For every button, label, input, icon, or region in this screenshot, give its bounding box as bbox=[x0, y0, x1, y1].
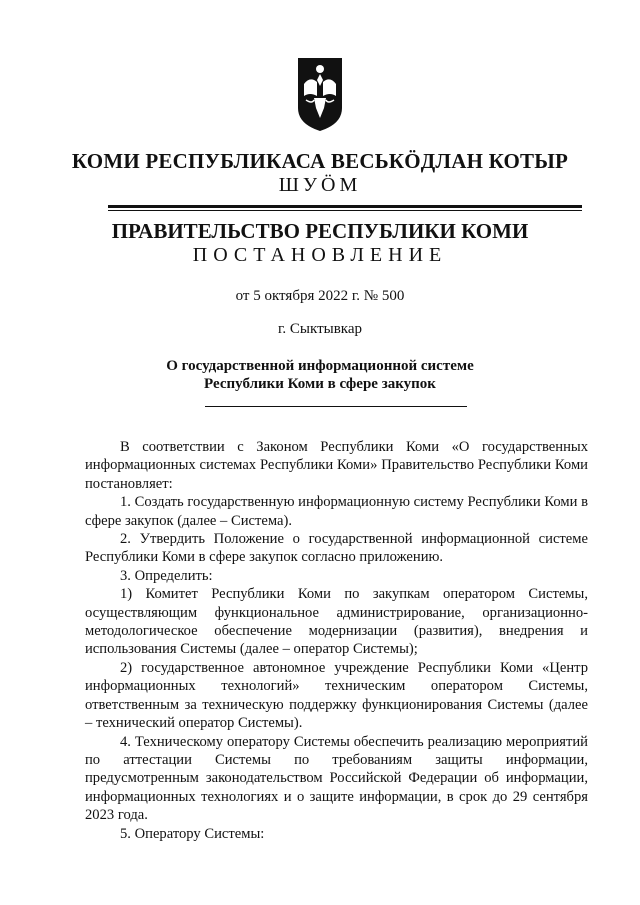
city: г. Сыктывкар bbox=[277, 321, 363, 337]
body-paragraph: 2. Утвердить Положение о государственной информационной системе Республики Коми в сфере закупок согласно приложению. bbox=[85, 531, 588, 566]
ru-doc-type: ПОСТАНОВЛЕНИЕ bbox=[192, 244, 448, 266]
body-paragraph: 1. Создать государственную информационную систему Республики Коми в сфере закупок (далее – Система). bbox=[85, 494, 588, 529]
body-paragraph: 2) государственное автономное учреждение Республики Коми «Центр информационных технологий» техническим оператором Системы, ответственным за техническую поддержку функционирования Системы (далее – технический оператор Системы). bbox=[85, 659, 588, 732]
ru-header-title: ПРАВИТЕЛЬСТВО РЕСПУБЛИКИ КОМИ bbox=[111, 219, 529, 243]
body-paragraph: 3. Определить: bbox=[120, 567, 213, 584]
header-rule-thick bbox=[108, 205, 582, 208]
document-body bbox=[85, 438, 588, 843]
body-paragraph: 1) Комитет Республики Коми по закупкам оператором Системы, осуществляющим функциональное администрирование, организационно-методологическое обеспечение модернизации (развития), внедрения и использования Системы (далее – оператор Системы); bbox=[85, 586, 588, 658]
body-paragraph: 4. Техническому оператору Системы обеспечить реализацию мероприятий по аттестации Системы по требованиям защиты информации, предусмотренным законодательством Российской Федерации об информации, информационных технологиях и о защите информации, в срок до 29 сентября 2023 года. bbox=[85, 733, 588, 824]
komi-header-title: КОМИ РЕСПУБЛИКАСА ВЕСЬКӦДЛАН КОТЫР bbox=[71, 149, 569, 173]
body-paragraph: В соответствии с Законом Республики Коми «О государственных информационных системах Республики Коми» Правительство Республики Коми постановляет: bbox=[85, 439, 588, 492]
body-paragraph: 5. Оператору Системы: bbox=[120, 825, 265, 842]
komi-doc-type: ШУӦМ bbox=[278, 174, 362, 196]
coat-of-arms-emblem bbox=[296, 56, 344, 132]
date-number: от 5 октября 2022 г. № 500 bbox=[235, 288, 405, 304]
title-underline bbox=[205, 406, 467, 407]
document-title bbox=[0, 357, 640, 393]
document-title-line-1: О государственной информационной системе bbox=[166, 358, 474, 374]
header-rule-thin bbox=[108, 210, 582, 211]
document-title-line-2: Республики Коми в сфере закупок bbox=[204, 376, 436, 392]
